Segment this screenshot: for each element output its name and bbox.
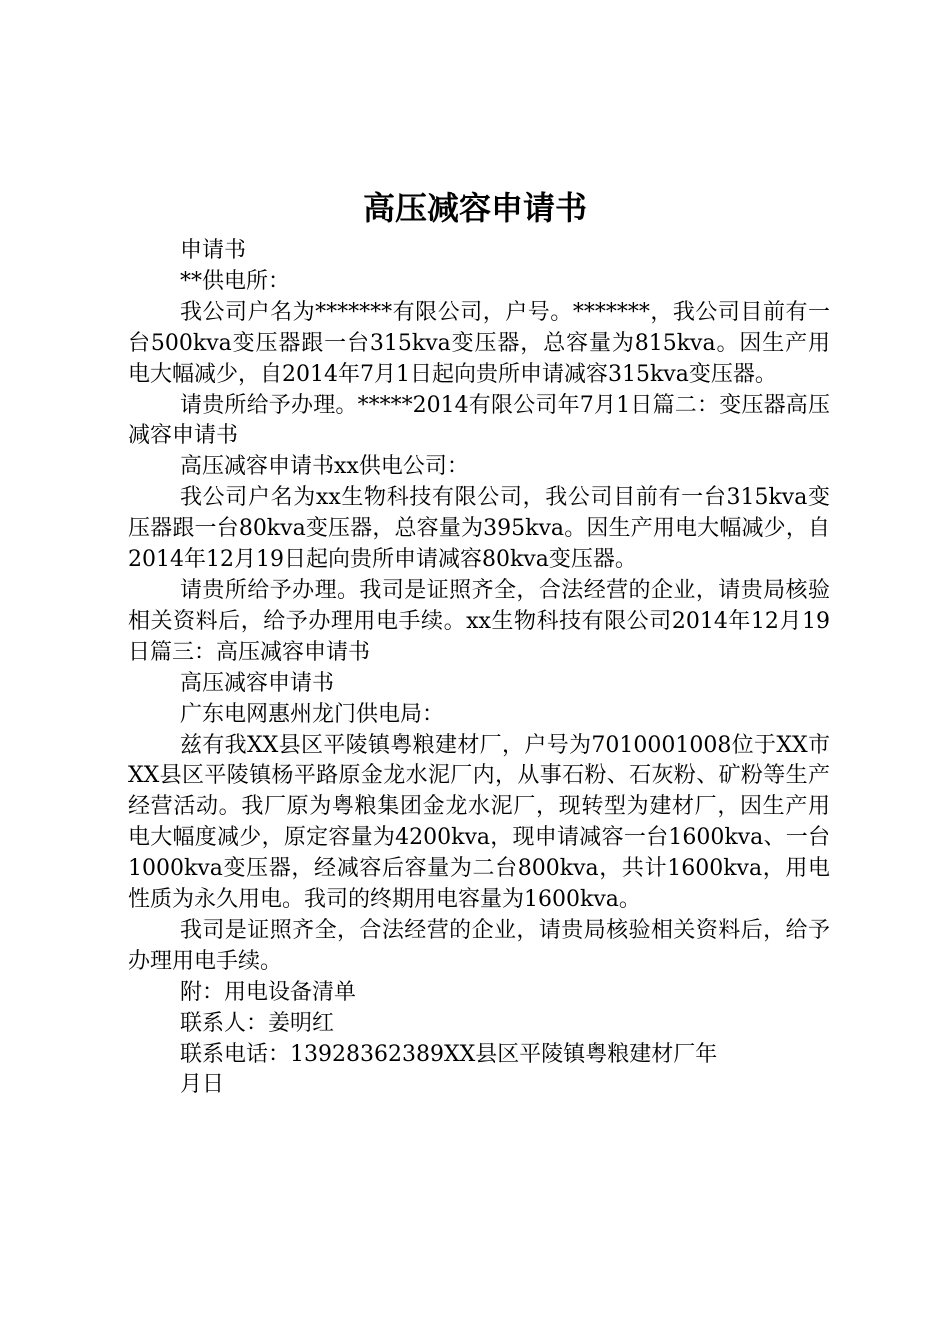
- document-body: [128, 236, 830, 1101]
- recipient-line: 广东电网惠州龙门供电局：: [180, 701, 445, 727]
- body-paragraph: 我司是证照齐全，合法经营的企业，请贵局核验相关资料后，给予办理用电手续。: [128, 917, 830, 974]
- body-paragraph: 兹有我XX县区平陵镇粤粮建材厂，户号为7010001008位于XX市XX县区平陵镇杨平路原金龙水泥厂内，从事石粉、石灰粉、矿粉等生产经营活动。我厂原为粤粮集团金龙水泥厂，现转型为建材厂，因生产用电大幅度减少，原定容量为4200kva，现申请减容一台1600kva、一台1000kva变压器，经减容后容量为二台800kva，共计1600kva，用电性质为永久用电。我司的终期用电容量为1600kva。: [128, 732, 830, 913]
- recipient-line: **供电所：: [180, 268, 291, 294]
- contact-person-line: 联系人：姜明红: [180, 1010, 335, 1036]
- document-title: 高压减容申请书: [362, 189, 587, 227]
- body-paragraph: 我公司户名为*******有限公司，户号。*******，我公司目前有一台500kva变压器跟一台315kva变压器，总容量为815kva。因生产用电大幅减少，自2014年7月1日起向贵所申请减容315kva变压器。: [128, 299, 830, 387]
- body-paragraph: 请贵所给予办理。*****2014有限公司年7月1日篇二：变压器高压减容申请书: [128, 392, 830, 449]
- body-paragraph: 我公司户名为xx生物科技有限公司，我公司目前有一台315kva变压器跟一台80kva变压器，总容量为395kva。因生产用电大幅减少，自2014年12月19日起向贵所申请减容80kva变压器。: [128, 485, 830, 573]
- section-heading: 高压减容申请书: [180, 670, 335, 696]
- section-heading: 高压减容申请书xx供电公司：: [180, 454, 469, 480]
- attachment-line: 附：用电设备清单: [180, 979, 357, 1005]
- salutation-heading: 申请书: [180, 238, 247, 263]
- contact-phone-line: 联系电话：13928362389XX县区平陵镇粤粮建材厂年: [180, 1041, 718, 1067]
- date-line: 月日: [180, 1072, 225, 1098]
- body-paragraph: 请贵所给予办理。我司是证照齐全，合法经营的企业，请贵局核验相关资料后，给予办理用电手续。xx生物科技有限公司2014年12月19日篇三：高压减容申请书: [128, 577, 830, 665]
